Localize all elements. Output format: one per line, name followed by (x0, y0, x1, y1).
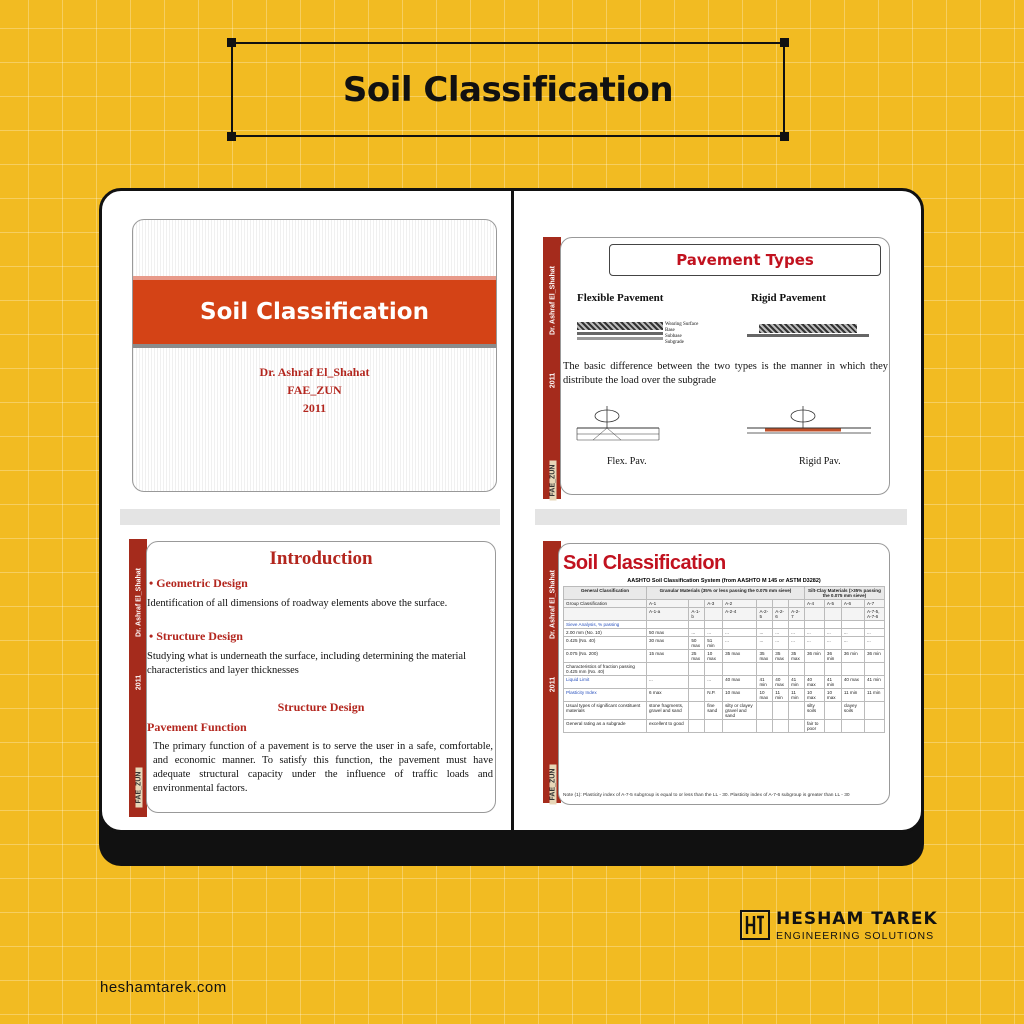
table-cell: 36 min (841, 650, 864, 663)
table-cell: ... (773, 629, 789, 637)
table-cell: 10 max (824, 689, 841, 702)
function-text: The primary function of a pavement is to serve the user in a safe, comfortable, and economic manner. To satisfy this function, the pavement must have adequate structural capacity under the influence of traffic loads and environmental factors. (153, 741, 493, 794)
footer-website[interactable]: heshamtarek.com (100, 979, 227, 996)
table-cell (841, 663, 864, 676)
table-cell (757, 720, 773, 733)
table-cell (773, 702, 789, 720)
table-cell: A-6 (841, 600, 864, 608)
table-cell (789, 600, 805, 608)
table-cell (864, 702, 884, 720)
table-row (564, 689, 885, 702)
table-cell: A-2-5 (757, 608, 773, 621)
layer-label: Wearing Surface (665, 322, 699, 327)
slide2-body: The basic difference between the two types is the manner in which they distribute the load over the subgrade (563, 361, 888, 386)
table-cell: ... (705, 629, 723, 637)
structure-subtitle: Structure Design (277, 700, 365, 714)
table-cell: 25 max (689, 650, 705, 663)
flexible-label: Flexible Pavement (577, 292, 664, 304)
table-cell: 41 min (789, 676, 805, 689)
book-spine (511, 191, 514, 830)
table-cell (689, 702, 705, 720)
table-cell: ... (824, 637, 841, 650)
layer-label: Base (665, 328, 675, 333)
table-cell: ... (705, 676, 723, 689)
table-cell: 10 max (804, 689, 824, 702)
table-cell: A-1-a (647, 608, 689, 621)
table-header: Silt-Clay Materials (>35% passing the 0.075 mm sieve) (804, 587, 884, 600)
table-cell (824, 663, 841, 676)
sidebar-year: 2011 (549, 676, 557, 693)
table-cell: N.P. (705, 689, 723, 702)
table-cell: A-2-6 (773, 608, 789, 621)
table-cell (773, 621, 789, 629)
table-cell (757, 600, 773, 608)
table-cell: excellent to good (647, 720, 689, 733)
book-spread (99, 188, 924, 833)
table-cell (864, 663, 884, 676)
table-cell: 35 max (757, 650, 773, 663)
table-row (564, 608, 885, 621)
table-cell: ... (864, 629, 884, 637)
table-cell: A-5 (824, 600, 841, 608)
table-cell: 35 max (789, 650, 805, 663)
slide2-title: Pavement Types (676, 251, 814, 269)
slide-soil-classification (558, 543, 890, 805)
table-cell (824, 608, 841, 621)
table-cell: ... (689, 629, 705, 637)
table-cell: Liquid Limit (564, 676, 647, 689)
table-cell: 41 min (824, 676, 841, 689)
flexible-wearing-layer (577, 322, 663, 330)
table-cell (689, 621, 705, 629)
table-cell (804, 621, 824, 629)
table-cell: stone fragments, gravel and sand (647, 702, 689, 720)
sidebar-year: 2011 (549, 372, 557, 389)
table-cell (841, 720, 864, 733)
table-cell: Sieve Analysis, % passing (564, 621, 647, 629)
table-cell (757, 663, 773, 676)
table-cell (789, 621, 805, 629)
table-cell: A-2-4 (723, 608, 757, 621)
table-header: General Classification (564, 587, 647, 600)
flexible-load-diagram (573, 402, 663, 452)
aashto-table (563, 586, 885, 733)
table-row (564, 676, 885, 689)
table-cell: ... (647, 676, 689, 689)
table-cell: ... (841, 629, 864, 637)
slide3-sidebar (129, 539, 147, 817)
table-cell (804, 663, 824, 676)
sidebar-tag: FAE_ZUN (136, 768, 143, 808)
table-cell: ... (789, 629, 805, 637)
table-cell (824, 621, 841, 629)
table-cell: 50 max (689, 637, 705, 650)
table-cell (723, 663, 757, 676)
table-cell: 41 min (864, 676, 884, 689)
slide-pavement-types (560, 237, 890, 495)
table-cell: A-7 (864, 600, 884, 608)
table-cell (723, 720, 757, 733)
table-cell: 11 min (773, 689, 789, 702)
table-cell: 51 min (705, 637, 723, 650)
corner-handle (227, 38, 236, 47)
table-cell (773, 720, 789, 733)
table-cell: 40 max (804, 676, 824, 689)
table-cell: ... (723, 629, 757, 637)
table-cell: 11 min (789, 689, 805, 702)
table-cell: Usual types of significant constituent materials (564, 702, 647, 720)
table-row (564, 702, 885, 720)
table-cell (705, 720, 723, 733)
table-row (564, 629, 885, 637)
table-cell (705, 663, 723, 676)
bullet-structure: • Structure Design (149, 629, 243, 643)
table-row (564, 663, 885, 676)
table-cell (647, 621, 689, 629)
table-cell: 11 min (841, 689, 864, 702)
table-cell (773, 663, 789, 676)
table-cell: Characteristics of fraction passing 0.425 mm (No. 40) (564, 663, 647, 676)
table-cell (773, 600, 789, 608)
table-cell: 11 min (864, 689, 884, 702)
table-cell (824, 702, 841, 720)
table-cell: ... (804, 637, 824, 650)
brand-logo-icon (740, 910, 770, 940)
slide1-org: FAE_ZUN (287, 383, 342, 397)
table-cell (705, 608, 723, 621)
table-cell: 15 max (647, 650, 689, 663)
table-caption: AASHTO Soil Classification System (from AASHTO M 145 or ASTM D3282) (627, 578, 821, 584)
table-cell (689, 720, 705, 733)
rigid-caption: Rigid Pav. (799, 456, 841, 467)
table-cell: Plasticity Index (564, 689, 647, 702)
table-cell: ... (824, 629, 841, 637)
table-cell: 30 max (647, 637, 689, 650)
table-cell: 50 max (647, 629, 689, 637)
sidebar-tag: FAE_ZUN (550, 461, 557, 501)
table-cell (689, 600, 705, 608)
geometric-text: Identification of all dimensions of roadway elements above the surface. (147, 598, 448, 609)
table-cell: fine sand (705, 702, 723, 720)
table-cell: ... (757, 629, 773, 637)
table-cell (689, 663, 705, 676)
table-cell (689, 676, 705, 689)
table-cell: 0.425 (No. 40) (564, 637, 647, 650)
table-row (564, 637, 885, 650)
table-cell: 0.075 (No. 200) (564, 650, 647, 663)
table-cell: 6 max (647, 689, 689, 702)
rigid-base (747, 334, 869, 337)
table-cell: A-3 (705, 600, 723, 608)
table-row (564, 720, 885, 733)
corner-handle (780, 132, 789, 141)
brand-subtitle: ENGINEERING SOLUTIONS (776, 930, 935, 942)
table-cell (757, 702, 773, 720)
table-cell: 36 min (864, 650, 884, 663)
sidebar-author: Dr. Ashraf El_Shahat (549, 266, 557, 335)
page-title: Soil Classification (342, 69, 674, 110)
table-cell: silty or clayey gravel and sand (723, 702, 757, 720)
table-cell: 35 max (723, 650, 757, 663)
sidebar-tag: FAE_ZUN (550, 765, 557, 805)
corner-handle (780, 38, 789, 47)
rigid-slab (759, 324, 857, 333)
flexible-subbase-layer (577, 337, 663, 340)
flexible-base-layer (577, 332, 663, 335)
table-cell: ... (757, 637, 773, 650)
slide4-title: Soil Classification (563, 552, 726, 574)
table-cell (723, 621, 757, 629)
table-cell: 36 min (804, 650, 824, 663)
table-cell: ... (864, 637, 884, 650)
table-cell: 36 min (824, 650, 841, 663)
table-cell: 10 max (723, 689, 757, 702)
table-cell (824, 720, 841, 733)
table-cell: 40 max (773, 676, 789, 689)
table-row (564, 650, 885, 663)
table-cell (804, 608, 824, 621)
table-cell: A-2 (723, 600, 757, 608)
table-cell: A-4 (804, 600, 824, 608)
slide-introduction (146, 541, 496, 813)
header-title-box (231, 42, 785, 137)
table-cell: 2.00 mm (No. 10) (564, 629, 647, 637)
table-cell: Group Classification (564, 600, 647, 608)
slide2-title-scroll (609, 244, 881, 276)
sidebar-author: Dr. Ashraf El_Shahat (549, 570, 557, 639)
corner-handle (227, 132, 236, 141)
rigid-label: Rigid Pavement (751, 292, 826, 304)
table-cell (789, 663, 805, 676)
table-cell: A-2-7 (789, 608, 805, 621)
page-separator (535, 509, 907, 525)
flex-caption: Flex. Pav. (607, 456, 647, 467)
table-cell: ... (804, 629, 824, 637)
table-cell: 10 max (757, 689, 773, 702)
slide-title-page (132, 219, 497, 492)
table-cell: ... (789, 637, 805, 650)
table-header: Granular Materials (35% or less passing the 0.075 mm sieve) (647, 587, 805, 600)
brand-name: HESHAM TAREK (776, 909, 938, 929)
table-cell (705, 621, 723, 629)
table-cell: 40 max (723, 676, 757, 689)
function-label: Pavement Function (147, 720, 247, 734)
page-separator (120, 509, 500, 525)
table-row (564, 621, 885, 629)
layer-label: Subbase (665, 334, 682, 339)
table-cell: silty soils (804, 702, 824, 720)
slide3-title: Introduction (269, 548, 373, 569)
table-cell: A-7-5, A-7-6 (864, 608, 884, 621)
table-cell: ... (841, 637, 864, 650)
table-cell (789, 702, 805, 720)
table-cell: 10 max (705, 650, 723, 663)
table-cell (689, 689, 705, 702)
slide1-year: 2011 (302, 401, 327, 415)
table-cell: A-1 (647, 600, 689, 608)
sidebar-author: Dr. Ashraf El_Shahat (135, 568, 143, 637)
sidebar-year: 2011 (135, 674, 143, 691)
layer-label: Subgrade (665, 340, 684, 345)
table-row (564, 600, 885, 608)
slide1-author: Dr. Ashraf El_Shahat (259, 365, 370, 379)
table-cell (647, 663, 689, 676)
table-cell: General rating as a subgrade (564, 720, 647, 733)
table-cell (864, 720, 884, 733)
table-cell: fair to poor (804, 720, 824, 733)
table-cell: A-1-b (689, 608, 705, 621)
bullet-geometric: • Geometric Design (149, 576, 248, 590)
slide2-sidebar (543, 237, 561, 499)
table-cell: ... (773, 637, 789, 650)
structure-text: Studying what is underneath the surface, including determining the material characteristics and layer thicknesses (147, 651, 466, 676)
table-cell: clayey soils (841, 702, 864, 720)
table-cell (789, 720, 805, 733)
rigid-load-diagram (745, 402, 873, 452)
table-cell (757, 621, 773, 629)
table-cell (841, 621, 864, 629)
table-cell (564, 608, 647, 621)
table-note: Note (1): Plasticity index of A-7-5 subgroup is equal to or less than the LL - 30. Plasticity index of A-7-6 subgroup is greater than LL - 30 (563, 793, 850, 798)
title-band (133, 276, 496, 348)
table-cell (841, 608, 864, 621)
slide1-title: Soil Classification (200, 299, 429, 325)
table-cell: 41 min (757, 676, 773, 689)
table-cell: 40 max (841, 676, 864, 689)
table-cell: 35 max (773, 650, 789, 663)
table-cell (864, 621, 884, 629)
table-cell: ... (723, 637, 757, 650)
